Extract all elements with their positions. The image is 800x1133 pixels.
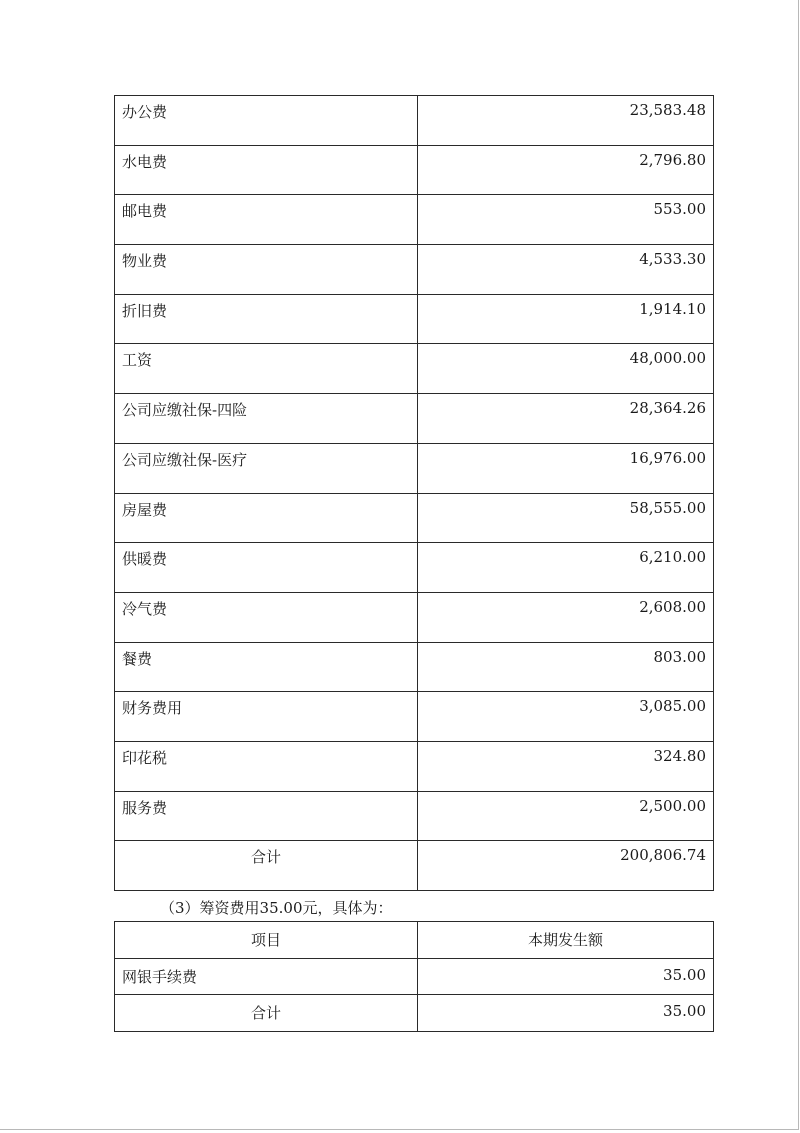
finance-table xyxy=(114,921,714,1032)
row-name: 服务费 xyxy=(115,791,418,841)
header-amount: 本期发生额 xyxy=(418,922,714,959)
row-amount: 16,976.00 xyxy=(418,443,714,493)
row-amount: 2,608.00 xyxy=(418,592,714,642)
row-amount: 1,914.10 xyxy=(418,294,714,344)
row-name: 餐费 xyxy=(115,642,418,692)
table-row xyxy=(115,195,714,245)
row-name: 冷气费 xyxy=(115,592,418,642)
row-amount: 3,085.00 xyxy=(418,692,714,742)
row-amount: 324.80 xyxy=(418,741,714,791)
table-row xyxy=(115,692,714,742)
row-name: 供暖费 xyxy=(115,543,418,593)
table-row xyxy=(115,958,714,995)
table-row xyxy=(115,145,714,195)
table-row xyxy=(115,791,714,841)
row-name: 印花税 xyxy=(115,741,418,791)
row-name: 工资 xyxy=(115,344,418,394)
row-name: 邮电费 xyxy=(115,195,418,245)
table-row xyxy=(115,493,714,543)
row-amount: 28,364.26 xyxy=(418,394,714,444)
row-amount: 2,796.80 xyxy=(418,145,714,195)
header-item: 项目 xyxy=(115,922,418,959)
row-name: 网银手续费 xyxy=(115,958,418,995)
row-amount: 4,533.30 xyxy=(418,245,714,295)
row-name: 折旧费 xyxy=(115,294,418,344)
total-label: 合计 xyxy=(115,995,418,1032)
total-row xyxy=(115,841,714,891)
finance-note: （3）筹资费用35.00元，具体为： xyxy=(160,899,393,917)
row-amount: 6,210.00 xyxy=(418,543,714,593)
row-amount: 2,500.00 xyxy=(418,791,714,841)
row-name: 物业费 xyxy=(115,245,418,295)
table-row xyxy=(115,96,714,146)
row-amount: 48,000.00 xyxy=(418,344,714,394)
row-name: 房屋费 xyxy=(115,493,418,543)
row-amount: 35.00 xyxy=(418,958,714,995)
row-name: 水电费 xyxy=(115,145,418,195)
table-row xyxy=(115,394,714,444)
table-header-row xyxy=(115,922,714,959)
total-label: 合计 xyxy=(115,841,418,891)
expense-table xyxy=(114,95,714,891)
row-amount: 803.00 xyxy=(418,642,714,692)
table-row xyxy=(115,294,714,344)
row-amount: 553.00 xyxy=(418,195,714,245)
total-row xyxy=(115,995,714,1032)
row-name: 公司应缴社保-医疗 xyxy=(115,443,418,493)
total-amount: 200,806.74 xyxy=(418,841,714,891)
table-row xyxy=(115,741,714,791)
table-row xyxy=(115,642,714,692)
table-row xyxy=(115,543,714,593)
table-row xyxy=(115,245,714,295)
row-name: 办公费 xyxy=(115,96,418,146)
table-row xyxy=(115,592,714,642)
table-row xyxy=(115,443,714,493)
total-amount: 35.00 xyxy=(418,995,714,1032)
row-amount: 58,555.00 xyxy=(418,493,714,543)
row-name: 财务费用 xyxy=(115,692,418,742)
row-name: 公司应缴社保-四险 xyxy=(115,394,418,444)
row-amount: 23,583.48 xyxy=(418,96,714,146)
table-row xyxy=(115,344,714,394)
